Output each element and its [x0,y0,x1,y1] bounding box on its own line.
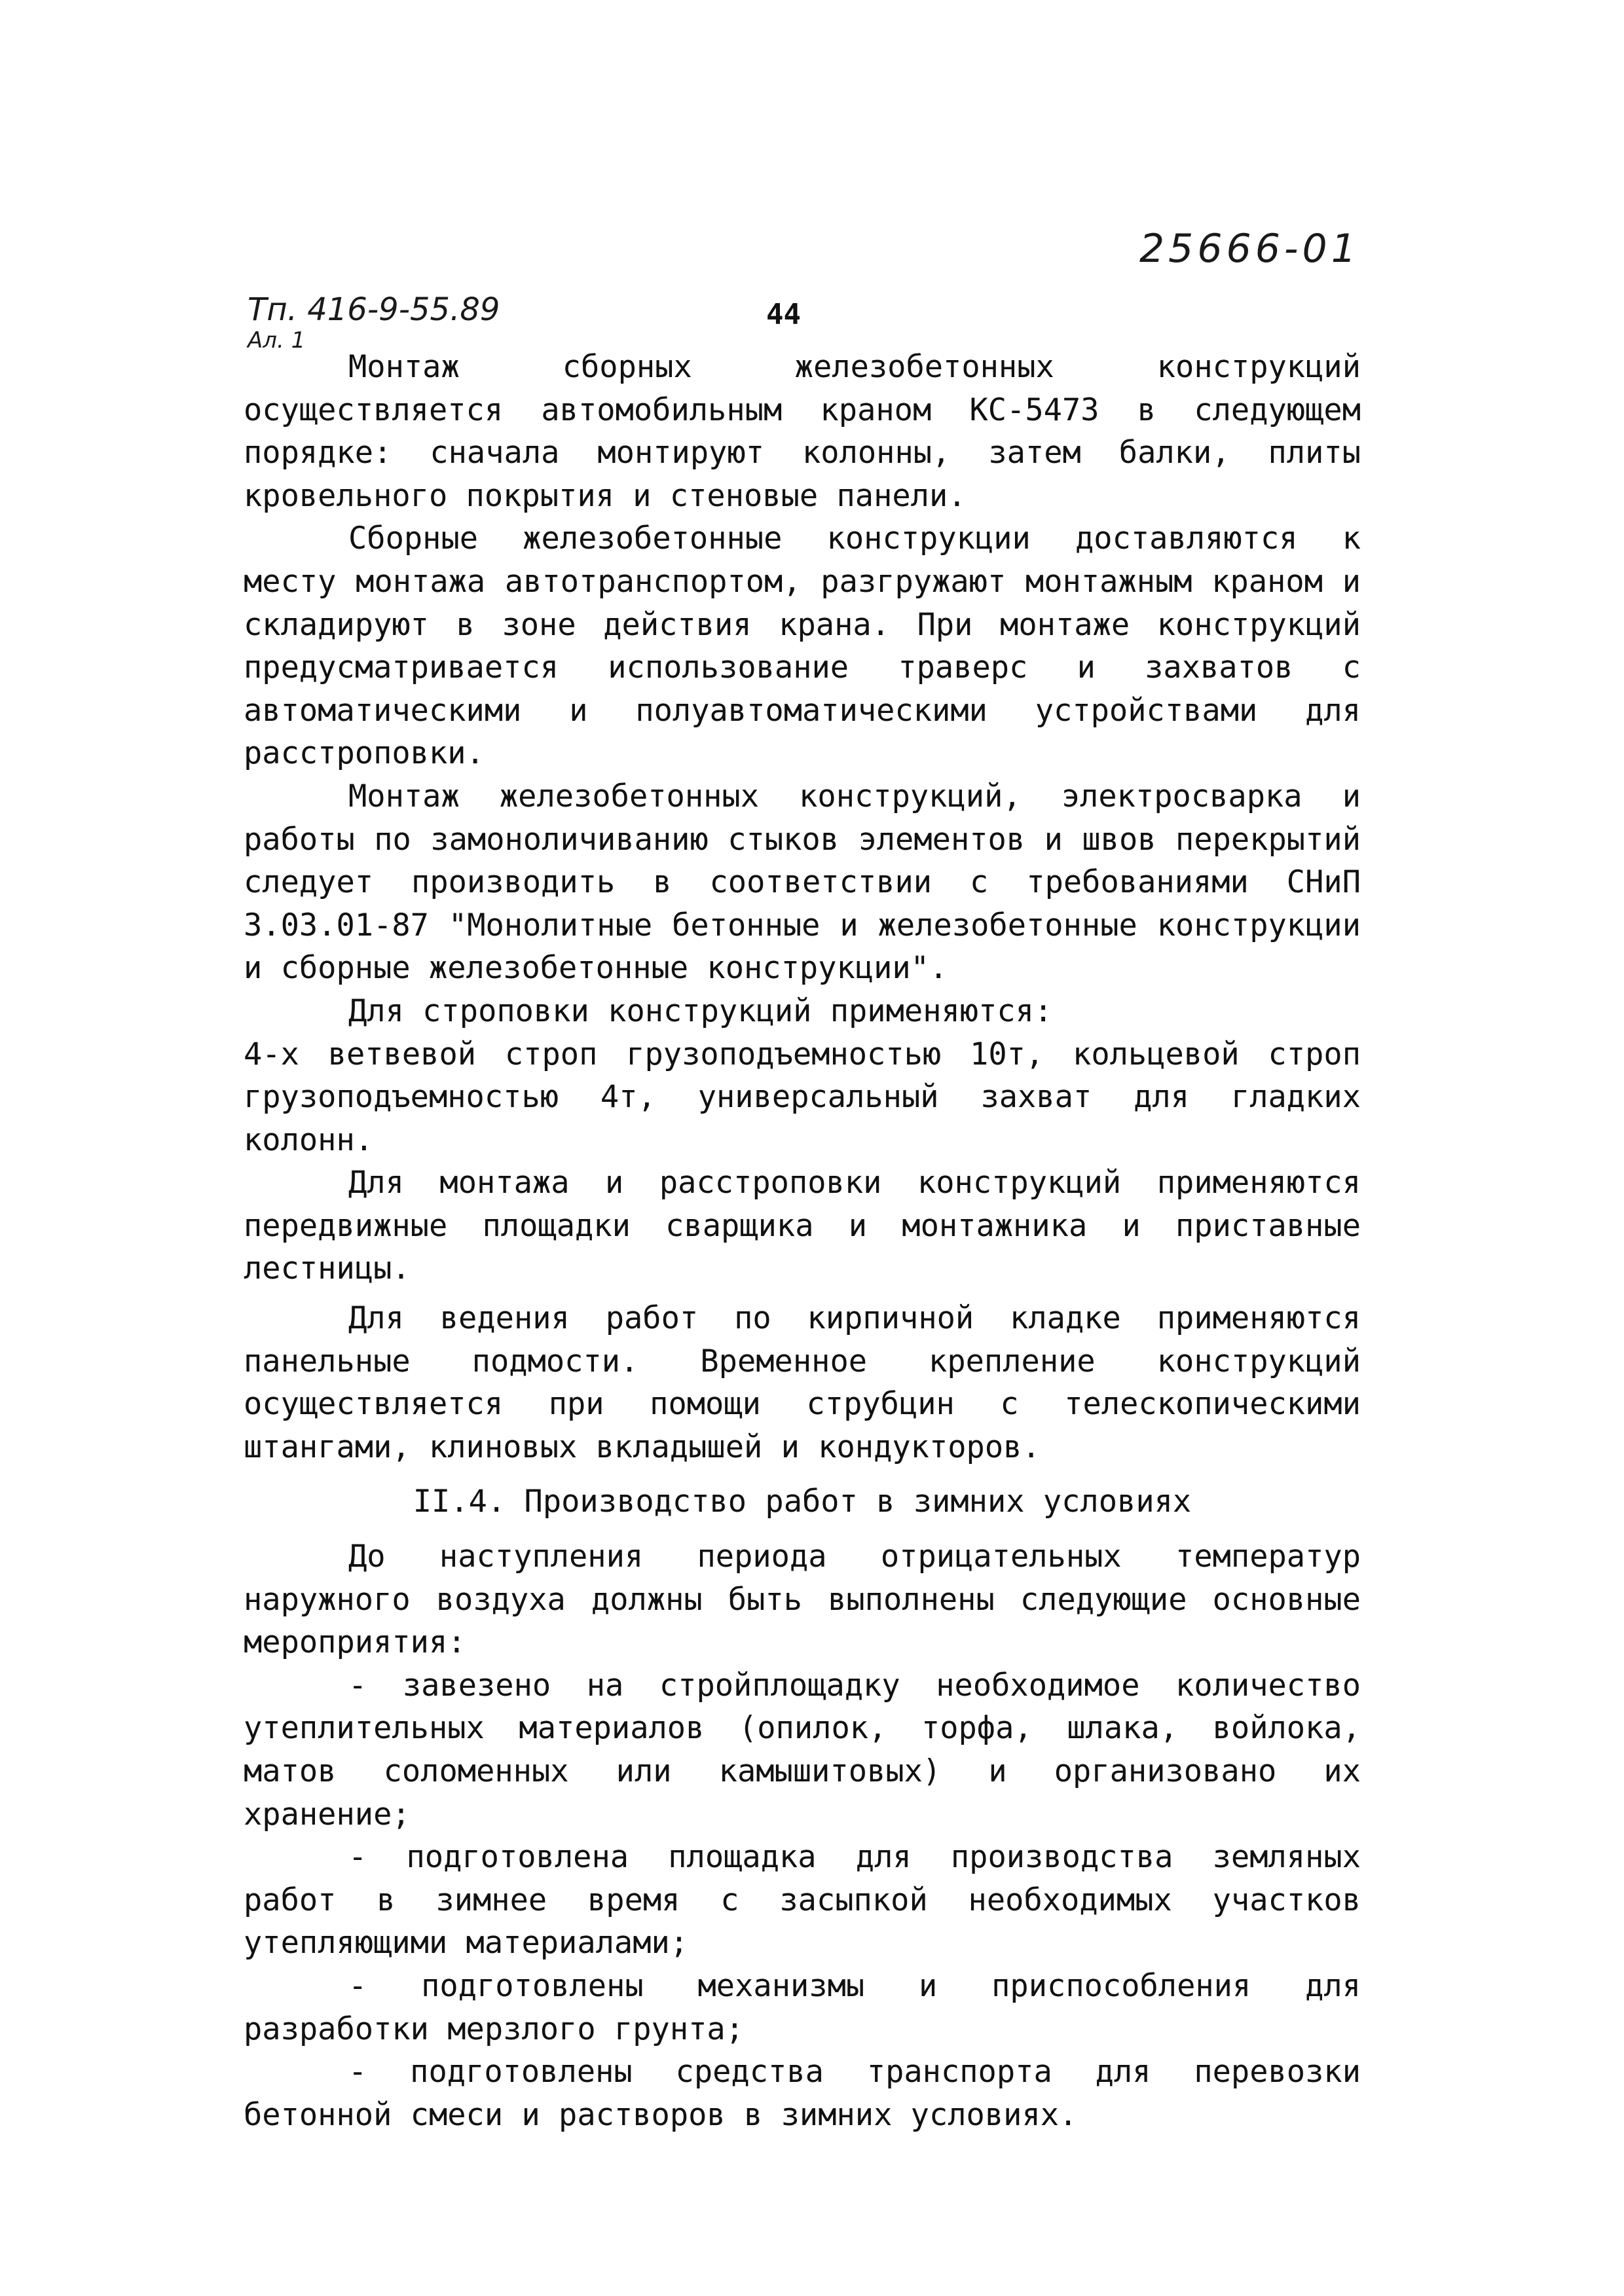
paragraph: До наступления периода отрицательных температур наружного воздуха должны быть выполнены следующие основные мероприятия: [244,1539,1361,1661]
paragraph: Для строповки конструкций применяются: [348,993,1053,1029]
paragraph: Сборные железобетонные конструкции доставляются к месту монтажа автотранспортом, разгружают монтажным краном и складируют в зоне действия крана. При монтаже конструкций предусматривается использование траверс и захватов с автоматическими и полуавтоматическими устройствами для расстроповки. [244,520,1361,772]
paragraph: Монтаж сборных железобетонных конструкций осуществляется автомобильным краном КС-5473 в следующем порядке: сначала монтируют колонны, затем балки, плиты кровельного покрытия и стеновые панели. [244,349,1361,514]
list-item: - завезено на стройплощадку необходимое количество утеплительных материалов (опилок, торфа, шлака, войлока, матов соломенных или камышитовых) и организовано их хранение; [244,1667,1361,1832]
project-reference: Тп. 416-9-55.89 [248,291,500,328]
paragraph: 4-х ветвевой строп грузоподъемностью 10т, кольцевой строп грузоподъемностью 4т, универсальный захват для гладких колонн. [244,1036,1361,1158]
page-number: 44 [766,298,801,331]
list-item: - подготовлена площадка для производства земляных работ в зимнее время с засыпкой необходимых участков утепляющими материалами; [244,1839,1361,1961]
document-body [244,346,1361,2136]
document-number: 25666-01 [1139,226,1360,272]
album-reference: Ал. 1 [248,327,306,354]
section-heading: II.4. Производство работ в зимних условиях [413,1484,1192,1520]
list-item: - подготовлены средства транспорта для перевозки бетонной смеси и растворов в зимних условиях. [244,2054,1361,2133]
paragraph: Монтаж железобетонных конструкций, электросварка и работы по замоноличиванию стыков элементов и швов перекрытий следует производить в соответствии с требованиями СНиП 3.03.01-87 "Монолитные бетонные и железобетонные конструкции и сборные железобетонные конструкции". [244,778,1361,987]
list-item: - подготовлены механизмы и приспособления для разработки мерзлого грунта; [244,1967,1361,2047]
paragraph: Для ведения работ по кирпичной кладке применяются панельные подмости. Временное крепление конструкций осуществляется при помощи струбцин с телескопическими штангами, клиновых вкладышей и кондукторов. [244,1300,1361,1465]
paragraph: Для монтажа и расстроповки конструкций применяются передвижные площадки сварщика и монтажника и приставные лестницы. [244,1165,1361,1287]
